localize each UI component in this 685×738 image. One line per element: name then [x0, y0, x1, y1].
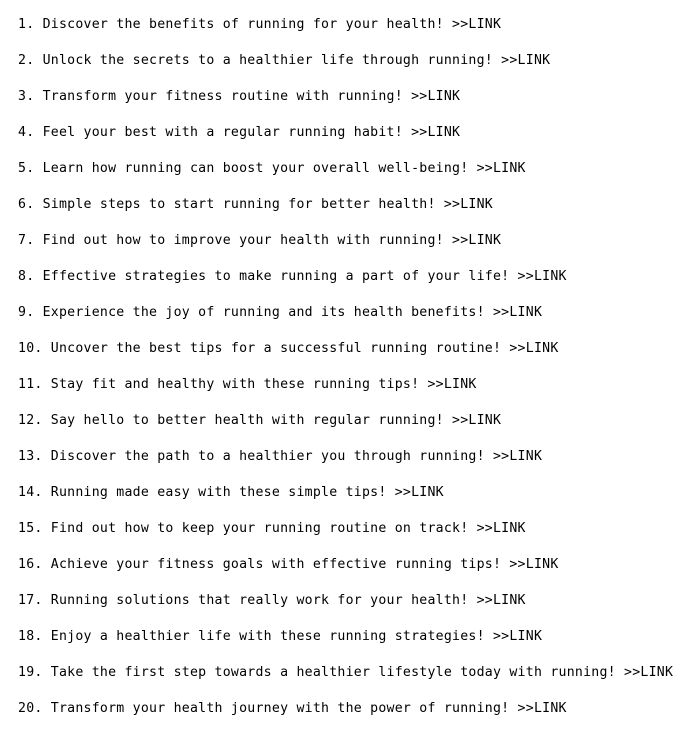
list-item: 14. Running made easy with these simple tips! >>LINK	[18, 485, 444, 500]
list-item: 7. Find out how to improve your health with running! >>LINK	[18, 233, 502, 248]
list-item: 1. Discover the benefits of running for your health! >>LINK	[18, 17, 502, 32]
list-item: 12. Say hello to better health with regular running! >>LINK	[18, 413, 502, 428]
list-item: 17. Running solutions that really work for your health! >>LINK	[18, 593, 526, 608]
list-item: 20. Transform your health journey with the power of running! >>LINK	[18, 701, 567, 716]
list-item: 19. Take the first step towards a healthier lifestyle today with running! >>LINK	[18, 665, 674, 680]
list-item: 16. Achieve your fitness goals with effective running tips! >>LINK	[18, 557, 559, 572]
headline-list	[18, 16, 673, 736]
list-item: 3. Transform your fitness routine with running! >>LINK	[18, 89, 461, 104]
list-item: 11. Stay fit and healthy with these running tips! >>LINK	[18, 377, 477, 392]
list-item: 15. Find out how to keep your running routine on track! >>LINK	[18, 521, 526, 536]
list-item: 5. Learn how running can boost your overall well-being! >>LINK	[18, 161, 526, 176]
list-item: 8. Effective strategies to make running a part of your life! >>LINK	[18, 269, 567, 284]
list-item: 13. Discover the path to a healthier you through running! >>LINK	[18, 449, 543, 464]
list-item: 6. Simple steps to start running for better health! >>LINK	[18, 197, 493, 212]
list-item: 9. Experience the joy of running and its health benefits! >>LINK	[18, 305, 543, 320]
list-item: 18. Enjoy a healthier life with these running strategies! >>LINK	[18, 629, 543, 644]
list-item: 10. Uncover the best tips for a successful running routine! >>LINK	[18, 341, 559, 356]
list-item: 2. Unlock the secrets to a healthier life through running! >>LINK	[18, 53, 551, 68]
list-item: 4. Feel your best with a regular running habit! >>LINK	[18, 125, 461, 140]
